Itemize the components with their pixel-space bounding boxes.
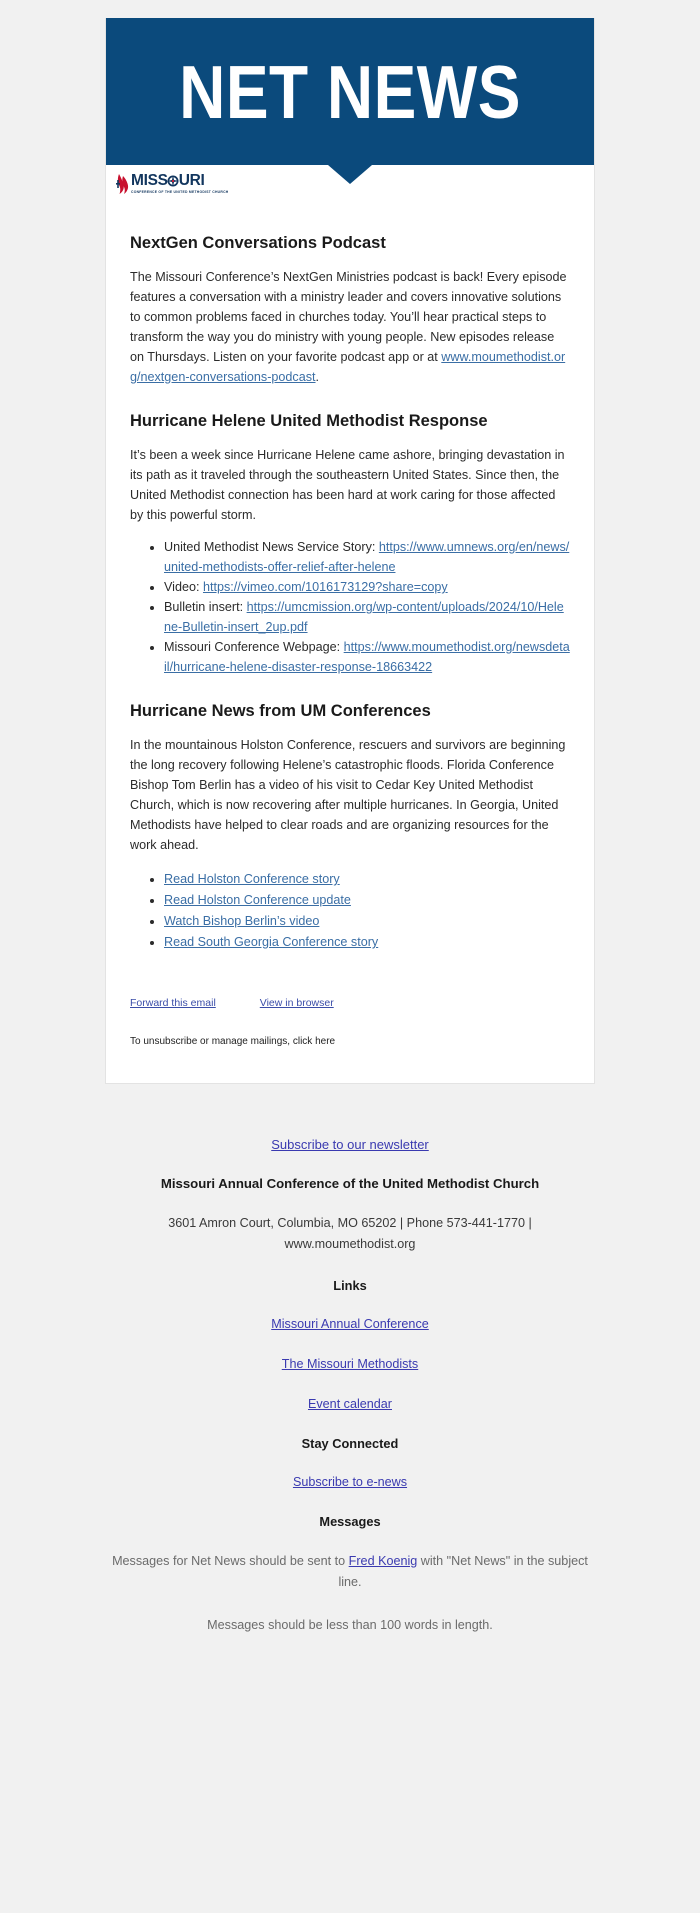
event-calendar-link[interactable]: Event calendar [307, 1397, 392, 1411]
subscribe-newsletter-link[interactable]: Subscribe to our newsletter [271, 1137, 429, 1152]
vimeo-video-link[interactable]: https://vimeo.com/1016173129?share=copy [202, 580, 448, 594]
bullet-label: Missouri Conference Webpage: [164, 640, 344, 654]
outer-footer [105, 1084, 595, 1668]
section-title-um-conferences: Hurricane News from UM Conferences [130, 702, 431, 720]
list-item [164, 911, 570, 931]
umnews-story-link[interactable]: https://www.umnews.org/en/news/united-methodists-offer-relief-after-helene [164, 540, 570, 574]
logo-word-part1: MISS [131, 172, 168, 189]
missouri-conference-logo [116, 172, 229, 195]
south-georgia-story-link[interactable]: Read South Georgia Conference story [164, 935, 379, 949]
bishop-berlin-video-link[interactable]: Watch Bishop Berlin’s video [164, 914, 320, 928]
fred-koenig-link[interactable]: Fred Koenig [348, 1554, 418, 1568]
logo-text [131, 173, 228, 194]
list-item [164, 890, 570, 910]
compass-cross-icon [167, 175, 179, 187]
forward-email-link[interactable]: Forward this email [130, 997, 216, 1009]
holston-story-link[interactable]: Read Holston Conference story [164, 872, 340, 886]
footer-link-row-1 [105, 1315, 595, 1333]
unsubscribe-text[interactable]: To unsubscribe or manage mailings, click here [130, 1036, 336, 1047]
subscribe-enews-link[interactable]: Subscribe to e-news [292, 1475, 408, 1489]
footer-spacer [105, 1658, 595, 1668]
address-line-1: 3601 Amron Court, Columbia, MO 65202 | Phone 573-441-1770 | [168, 1216, 532, 1230]
stay-connected-heading: Stay Connected [301, 1436, 399, 1451]
list-item [164, 537, 570, 577]
cross-and-flame-icon [116, 173, 129, 195]
messages-instructions [105, 1551, 595, 1593]
nextgen-podcast-link[interactable]: www.moumethodist.org/nextgen-conversations-podcast [130, 350, 566, 384]
footer-link-row-3 [105, 1395, 595, 1413]
messages-text-before: Messages for Net News should be sent to [112, 1554, 349, 1568]
logo-wordmark [131, 173, 228, 189]
paragraph-text-before-link: The Missouri Conference’s NextGen Ministries podcast is back! Every episode features a conversation with a ministry leader and covers innovative solutions to common problems faced in churches today. You’ll hear practical steps to transform the way you do ministry with young people. New episodes release on Thursdays. Listen on your favorite podcast app or at [130, 270, 567, 364]
list-item [164, 932, 570, 952]
section-title-nextgen: NextGen Conversations Podcast [130, 234, 386, 252]
footer-link-row-4 [105, 1473, 595, 1491]
banner-background [106, 18, 594, 165]
view-in-browser-link[interactable]: View in browser [259, 997, 334, 1009]
banner-title: NET NEWS [179, 49, 521, 134]
email-card [105, 18, 595, 1083]
section-paragraph-nextgen [130, 267, 570, 387]
um-conference-links-list [130, 869, 570, 952]
helene-resource-list [130, 537, 570, 677]
holston-update-link[interactable]: Read Holston Conference update [164, 893, 351, 907]
section-paragraph-um-conferences: In the mountainous Holston Conference, rescuers and survivors are beginning the long recovery following Helene’s catastrophic floods. Florida Conference Bishop Tom Berlin has a video of his visit to Cedar Key United Methodist Church, which is now recovering after multiple hurricanes. In Georgia, United Methodists have helped to clear roads and are organizing resources for the work ahead. [130, 738, 566, 852]
bullet-label: United Methodist News Service Story: [164, 540, 379, 554]
bullet-label: Bulletin insert: [164, 600, 247, 614]
footer-actions-row [130, 997, 570, 1009]
logo-subtitle: CONFERENCE OF THE UNITED METHODIST CHURCH [131, 189, 229, 194]
messages-length-note: Messages should be less than 100 words in length. [207, 1618, 493, 1632]
organization-address [105, 1213, 595, 1255]
email-card-footer [106, 953, 594, 1083]
missouri-annual-conference-link[interactable]: Missouri Annual Conference [271, 1317, 429, 1331]
logo-word-part2: URI [178, 172, 205, 189]
the-missouri-methodists-link[interactable]: The Missouri Methodists [281, 1357, 419, 1371]
paragraph-text-after-link: . [315, 370, 320, 384]
list-item [164, 577, 570, 597]
bulletin-insert-link[interactable]: https://umcmission.org/wp-content/uploads/2024/10/Helene-Bulletin-insert_2up.pdf [164, 600, 564, 634]
footer-link-row-2 [105, 1355, 595, 1373]
section-title-helene-response: Hurricane Helene United Methodist Response [130, 412, 488, 430]
messages-text-after: with "Net News" in the subject line. [338, 1554, 588, 1589]
missouri-conference-webpage-link[interactable]: https://www.moumethodist.org/newsdetail/hurricane-helene-disaster-response-18663422 [164, 640, 570, 674]
list-item [164, 869, 570, 889]
messages-heading: Messages [319, 1514, 381, 1529]
banner-notch-arrow [328, 165, 372, 184]
bullet-label: Video: [164, 580, 203, 594]
organization-name: Missouri Annual Conference of the United Methodist Church [160, 1176, 540, 1191]
list-item [164, 637, 570, 677]
links-heading: Links [333, 1278, 367, 1293]
list-item [164, 597, 570, 637]
email-content [106, 205, 594, 952]
section-paragraph-helene-response: It’s been a week since Hurricane Helene came ashore, bringing devastation in its path as it traveled through the southeastern United States. Since then, the United Methodist connection has been hard at work caring for those affected by this powerful storm. [130, 448, 565, 522]
address-line-2: www.moumethodist.org [284, 1237, 416, 1251]
banner [106, 18, 594, 165]
